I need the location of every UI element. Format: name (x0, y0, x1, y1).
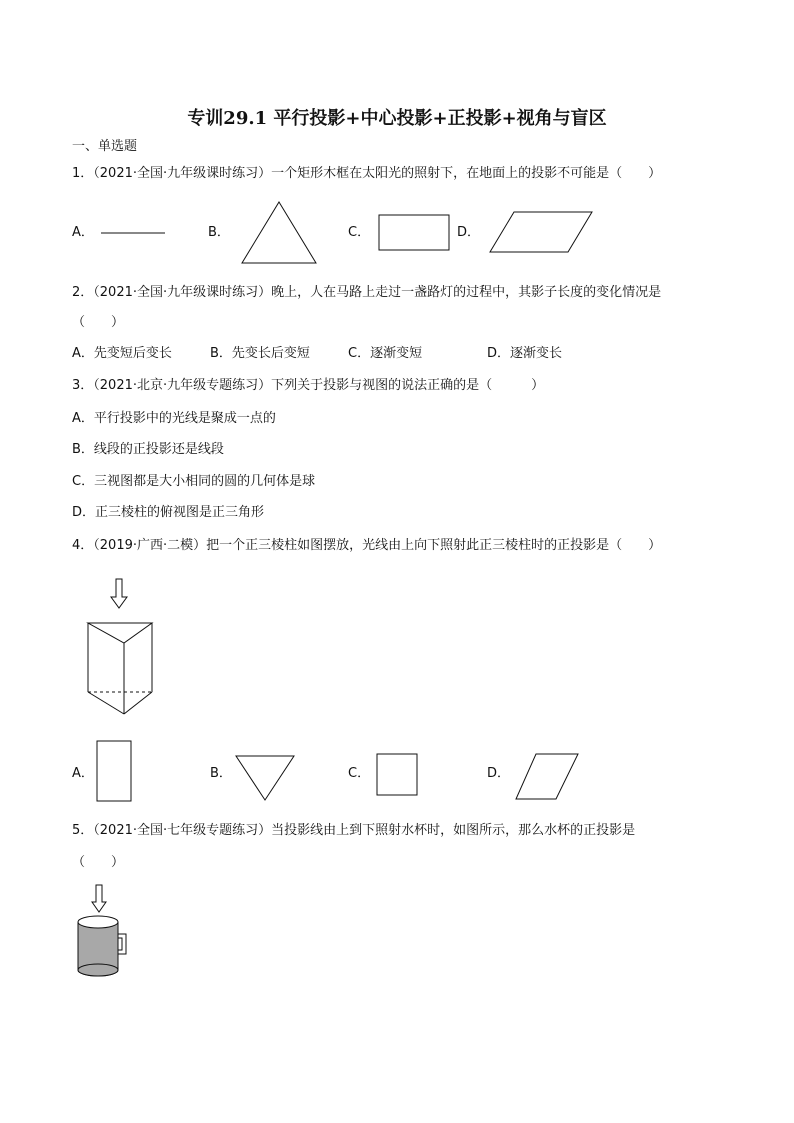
q5-water-cup-figure (74, 912, 130, 980)
q3-option-a: A．平行投影中的光线是聚成一点的 (72, 411, 276, 426)
q4-option-d-label: D． (487, 766, 511, 781)
q1-option-a-line-figure (100, 228, 166, 238)
q1-option-d-label: D． (457, 225, 481, 240)
q1-option-b-label: B． (208, 225, 230, 240)
q2-option-c: C．逐渐变短 (348, 346, 423, 361)
question-2-stem: 2．（2021·全国·九年级课时练习）晚上，人在马路上走过一盏路灯的过程中，其影子长度的变化情况是 (72, 285, 662, 300)
q2-option-d: D．逐渐变长 (487, 346, 563, 361)
page-title: 专训29.1 平行投影+中心投影+正投影+视角与盲区 (187, 108, 607, 129)
q4-down-arrow-icon (110, 578, 128, 610)
q2-option-b: B．先变长后变短 (210, 346, 310, 361)
q1-option-d-parallelogram-figure (488, 210, 594, 254)
q4-option-d-parallelogram-figure (514, 752, 580, 802)
q1-option-c-rectangle-figure (378, 214, 450, 252)
question-3-stem: 3．（2021·北京·九年级专题练习）下列关于投影与视图的说法正确的是（ ） (72, 378, 545, 393)
section-heading: 一、单选题 (72, 139, 138, 154)
question-2-stem-cont: （ ） (72, 315, 125, 330)
question-4-stem: 4．（2019·广西·二模）把一个正三棱柱如图摆放，光线由上向下照射此正三棱柱时的正投影是（ ） (72, 538, 662, 553)
q5-down-arrow-icon (91, 884, 107, 914)
q3-option-d: D．正三棱柱的俯视图是正三角形 (72, 505, 265, 520)
q4-option-a-label: A． (72, 766, 94, 781)
question-5-stem: 5．（2021·全国·七年级专题练习）当投影线由上到下照射水杯时，如图所示，那么水杯的正投影是 (72, 823, 636, 838)
question-1-stem: 1．（2021·全国·九年级课时练习）一个矩形木框在太阳光的照射下，在地面上的投影不可能是（ ） (72, 166, 662, 181)
q4-option-b-inverted-triangle-figure (234, 754, 296, 802)
q1-option-a-label: A． (72, 225, 94, 240)
question-5-stem-cont: （ ） (72, 855, 125, 870)
q4-option-c-square-figure (376, 753, 420, 797)
q4-triangular-prism-figure (86, 620, 156, 718)
q4-option-b-label: B． (210, 766, 232, 781)
q4-option-c-label: C． (348, 766, 371, 781)
q4-option-a-rectangle-figure (96, 740, 134, 804)
q2-option-a: A．先变短后变长 (72, 346, 172, 361)
q1-option-c-label: C． (348, 225, 371, 240)
q1-option-b-triangle-figure (240, 200, 318, 266)
q3-option-b: B．线段的正投影还是线段 (72, 442, 224, 457)
q3-option-c: C．三视图都是大小相同的圆的几何体是球 (72, 474, 316, 489)
